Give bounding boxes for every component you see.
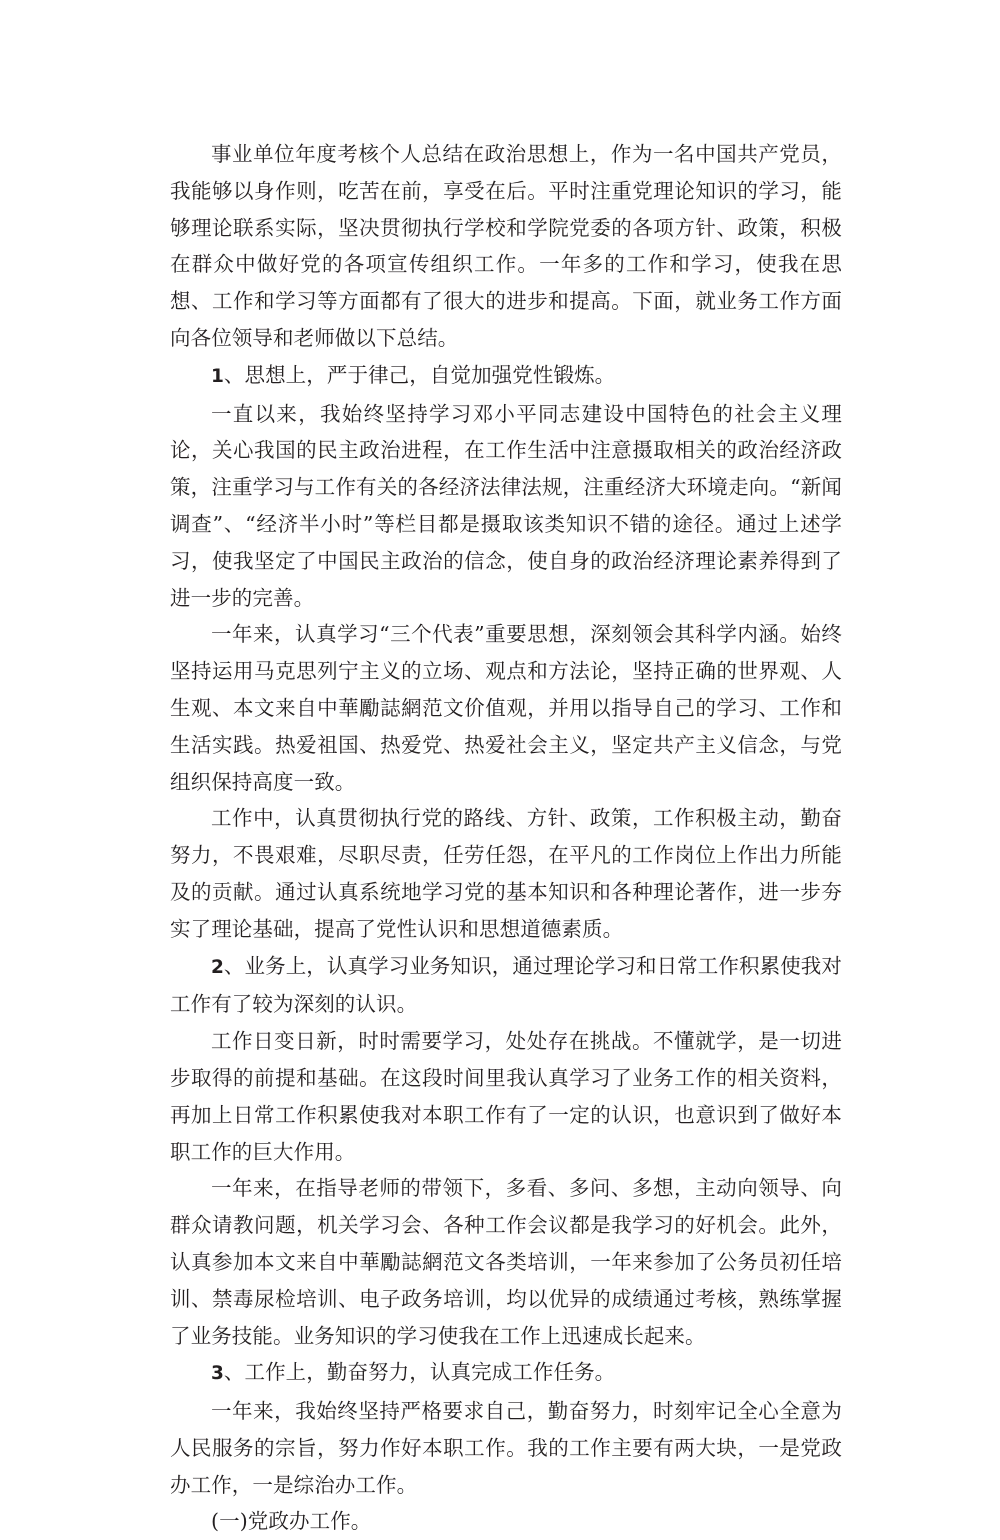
heading-3-text: 、工作上，勤奋努力，认真完成工作任务。	[223, 1360, 616, 1385]
paragraph-heading-1	[170, 357, 842, 396]
paragraph-body-1a: 一直以来，我始终坚持学习邓小平同志建设中国特色的社会主义理论，关心我国的民主政治进程，在工作生活中注意摄取相关的政治经济政策，注重学习与工作有关的各经济法律法规，注重经济大环境走向。“新闻调查”、“经济半小时”等栏目都是摄取该类知识不错的途径。通过上述学习，使我坚定了中国民主政治的信念，使自身的政治经济理论素养得到了进一步的完善。	[170, 401, 842, 610]
paragraph-body-3a: 一年来，我始终坚持严格要求自己，勤奋努力，时刻牢记全心全意为人民服务的宗旨，努力作好本职工作。我的工作主要有两大块，一是党政办工作，一是综治办工作。	[170, 1399, 842, 1497]
paragraph-heading-2	[170, 948, 842, 1024]
paragraph-body-2a: 工作日变日新，时时需要学习，处处存在挑战。不懂就学，是一切进步取得的前提和基础。在这段时间里我认真学习了业务工作的相关资料，再加上日常工作积累使我对本职工作有了一定的认识，也意识到了做好本职工作的巨大作用。	[170, 1029, 842, 1164]
heading-1-text: 、思想上，严于律己，自觉加强党性锻炼。	[223, 362, 616, 387]
document-body	[170, 136, 842, 1540]
heading-2-text: 、业务上，认真学习业务知识，通过理论学习和日常工作积累使我对工作有了较为深刻的认识。	[170, 953, 842, 1017]
paragraph-body-1c: 工作中，认真贯彻执行党的路线、方针、政策，工作积极主动，勤奋努力，不畏艰难，尽职尽责，任劳任怨，在平凡的工作岗位上作出力所能及的贡献。通过认真系统地学习党的基本知识和各种理论著作，进一步夯实了理论基础，提高了党性认识和思想道德素质。	[170, 806, 842, 941]
paragraph-body-2b: 一年来，在指导老师的带领下，多看、多问、多想，主动向领导、向群众请教问题，机关学习会、各种工作会议都是我学习的好机会。此外，认真参加本文来自中華勵誌網范文各类培训，一年来参加了公务员初任培训、禁毒尿检培训、电子政务培训，均以优异的成绩通过考核，熟练掌握了业务技能。业务知识的学习使我在工作上迅速成长起来。	[170, 1176, 842, 1348]
list-number-1: 1	[211, 365, 224, 387]
list-number-3: 3	[211, 1363, 224, 1385]
paragraph-body-1b: 一年来，认真学习“三个代表”重要思想，深刻领会其科学内涵。始终坚持运用马克思列宁主义的立场、观点和方法论，坚持正确的世界观、人生观、本文来自中華勵誌網范文价值观，并用以指导自己的学习、工作和生活实践。热爱祖国、热爱党、热爱社会主义，坚定共产主义信念，与党组织保持高度一致。	[170, 622, 842, 794]
paragraph-subheading-1: (一)党政办工作。	[211, 1509, 372, 1534]
list-number-2: 2	[211, 956, 224, 978]
paragraph-intro: 事业单位年度考核个人总结在政治思想上，作为一名中国共产党员，我能够以身作则，吃苦在前，享受在后。平时注重党理论知识的学习，能够理论联系实际，坚决贯彻执行学校和学院党委的各项方针、政策，积极在群众中做好党的各项宣传组织工作。一年多的工作和学习，使我在思想、工作和学习等方面都有了很大的进步和提高。下面，就业务工作方面向各位领导和老师做以下总结。	[170, 142, 842, 350]
paragraph-heading-3	[170, 1354, 842, 1393]
